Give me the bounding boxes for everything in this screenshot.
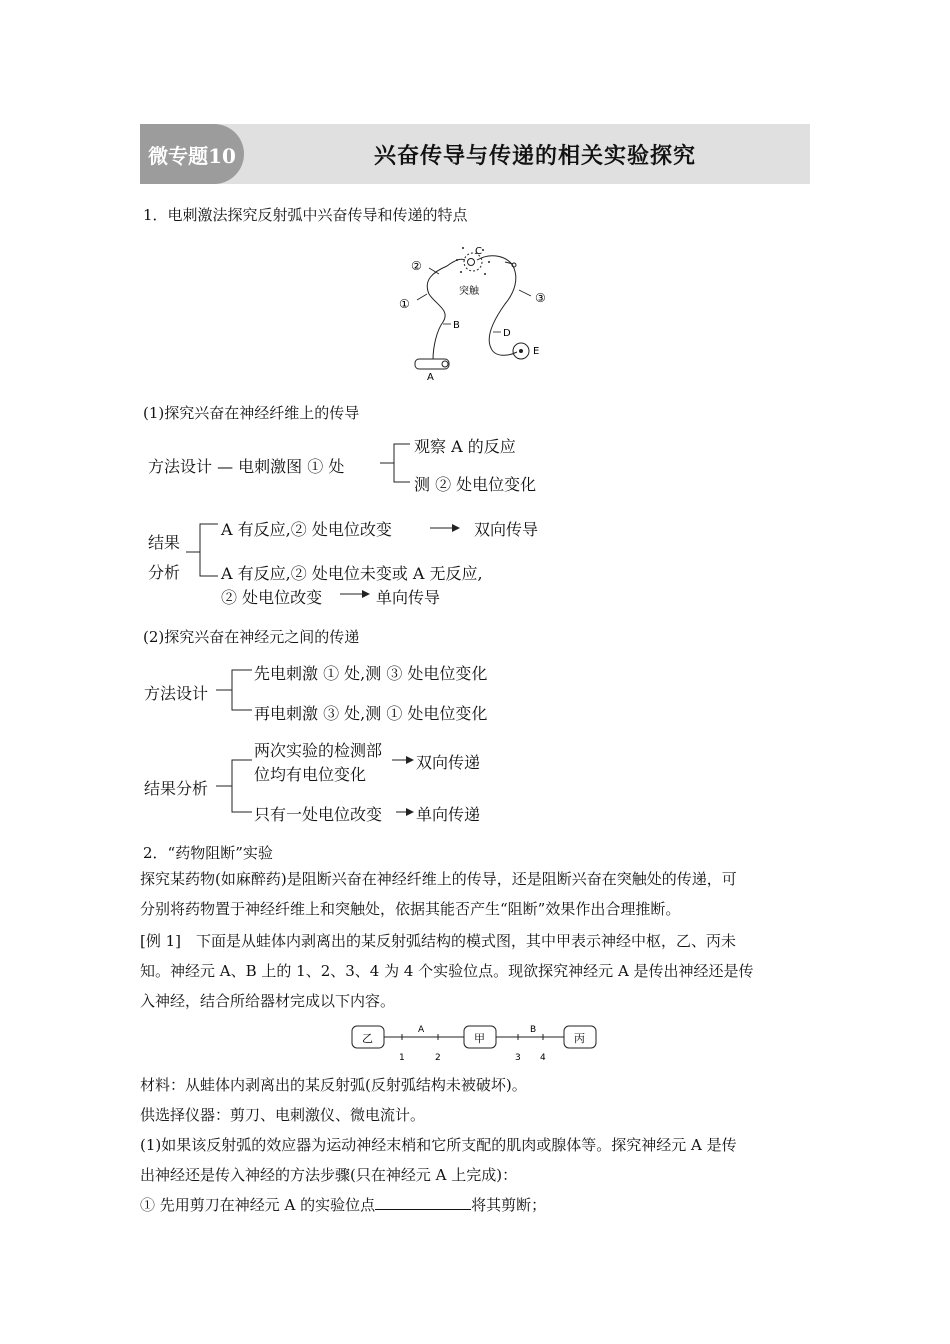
section1-heading: 1．电刺激法探究反射弧中兴奋传导和传递的特点	[143, 206, 468, 224]
p1-result-label1: 结果	[148, 533, 181, 552]
method-bracket	[394, 444, 410, 482]
topic-tag: 微专题10	[140, 124, 244, 184]
label-a: A	[427, 372, 434, 383]
efferent-fiber	[477, 256, 517, 356]
p2-result: 结果分析	[144, 779, 209, 798]
label-yi: 乙	[362, 1032, 373, 1045]
p2-result-branch2: 只有一处电位改变	[254, 805, 383, 824]
label-d: D	[503, 328, 511, 339]
p1-result-branch1: A 有反应,② 处电位改变	[221, 520, 392, 539]
example-line2: 知。神经元 A、B 上的 1、2、3、4 为 4 个实验位点。现欲探究神经元 A 是传出神经还是传	[140, 962, 754, 980]
result-bracket	[200, 524, 218, 576]
step1-text-end: 将其剪断；	[471, 1196, 547, 1214]
reflex-arc-figure	[395, 238, 555, 383]
arrow-1	[417, 294, 427, 300]
step1-text: ① 先用剪刀在神经元 A 的实验位点	[140, 1196, 376, 1214]
p2-method-branch2: 再电刺激 ③ 处,测 ① 处电位变化	[254, 704, 488, 723]
example-line1: [例 1] 下面是从蛙体内剥离出的某反射弧结构的模式图，其中甲表示神经中枢，乙、丙未	[140, 932, 737, 950]
part2-heading: (2)探究兴奋在神经元之间的传递	[143, 628, 360, 646]
label-c: C	[475, 246, 482, 257]
section2-heading: 2．“药物阻断”实验	[143, 844, 273, 862]
afferent-fiber	[427, 259, 465, 360]
label-site-1: 1	[399, 1053, 405, 1063]
label-3: ③	[535, 291, 546, 305]
p1-result-branch2b: ② 处电位改变	[221, 588, 323, 607]
label-site-3: 3	[515, 1053, 521, 1063]
answer-blank[interactable]	[375, 1194, 471, 1210]
question1-line1: (1)如果该反射弧的效应器为运动神经末梢和它所支配的肌肉或腺体等。探究神经元 A 是传	[140, 1136, 737, 1154]
receptor-a	[415, 359, 449, 369]
instruments-line: 供选择仪器：剪刀、电刺激仪、微电流计。	[140, 1106, 426, 1124]
p2-method-branch1: 先电刺激 ① 处,测 ③ 处电位变化	[254, 664, 488, 683]
step1-line	[140, 1190, 546, 1220]
interneuron-branch	[505, 262, 513, 264]
p2-method-bracket	[232, 670, 252, 710]
label-site-2: 2	[435, 1053, 441, 1063]
page-title: 兴奋传导与传递的相关实验探究	[373, 142, 696, 169]
p2-result-branch1a: 两次实验的检测部	[254, 741, 383, 760]
label-2: ②	[411, 259, 422, 273]
section2-para-line1: 探究某药物(如麻醉药)是阻断兴奋在神经纤维上的传导，还是阻断兴奋在突触处的传递，可	[140, 870, 737, 888]
materials-line: 材料：从蛙体内剥离出的某反射弧(反射弧结构未被破坏)。	[140, 1076, 527, 1094]
p2-result-branch1b: 位均有电位变化	[254, 765, 367, 784]
label-1: ①	[399, 297, 410, 311]
label-e: E	[533, 346, 540, 357]
label-b: B	[453, 320, 460, 331]
p2-method: 方法设计	[144, 684, 209, 703]
label-neuron-a: A	[418, 1025, 425, 1035]
example-line3: 入神经，结合所给器材完成以下内容。	[140, 992, 396, 1010]
part1-heading: (1)探究兴奋在神经纤维上的传导	[143, 404, 360, 422]
p1-method-branch1: 观察 A 的反应	[414, 437, 516, 456]
label-bing: 丙	[574, 1032, 585, 1045]
p1-result-branch2-conclusion: 单向传导	[376, 588, 441, 607]
label-synapse: 突触	[459, 286, 479, 297]
label-neuron-b: B	[530, 1025, 537, 1035]
question1-line2: 出神经还是传入神经的方法步骤(只在神经元 A 上完成)：	[140, 1166, 518, 1184]
section2-para-line2: 分别将药物置于神经纤维上和突触处，依据其能否产生“阻断”效果作出合理推断。	[140, 900, 681, 918]
p1-result-branch1-conclusion: 双向传导	[474, 520, 539, 539]
p1-method-branch2: 测 ② 处电位变化	[414, 475, 537, 494]
p2-result-bracket	[232, 760, 252, 812]
synapse-knob	[468, 259, 475, 266]
effector-core	[519, 349, 523, 353]
stim-dots	[456, 247, 490, 275]
p1-result-label2: 分析	[148, 563, 181, 582]
p1-method: 方法设计 — 电刺激图 ① 处	[148, 457, 345, 476]
arrow-3	[519, 290, 531, 296]
label-site-4: 4	[540, 1053, 546, 1063]
p2-result-branch1-conclusion: 双向传递	[416, 753, 481, 772]
p2-result-branch2-conclusion: 单向传递	[416, 805, 481, 824]
label-jia: 甲	[474, 1032, 485, 1045]
reflex-chain-diagram	[348, 1020, 600, 1066]
p1-result-branch2a: A 有反应,② 处电位未变或 A 无反应,	[221, 564, 483, 583]
